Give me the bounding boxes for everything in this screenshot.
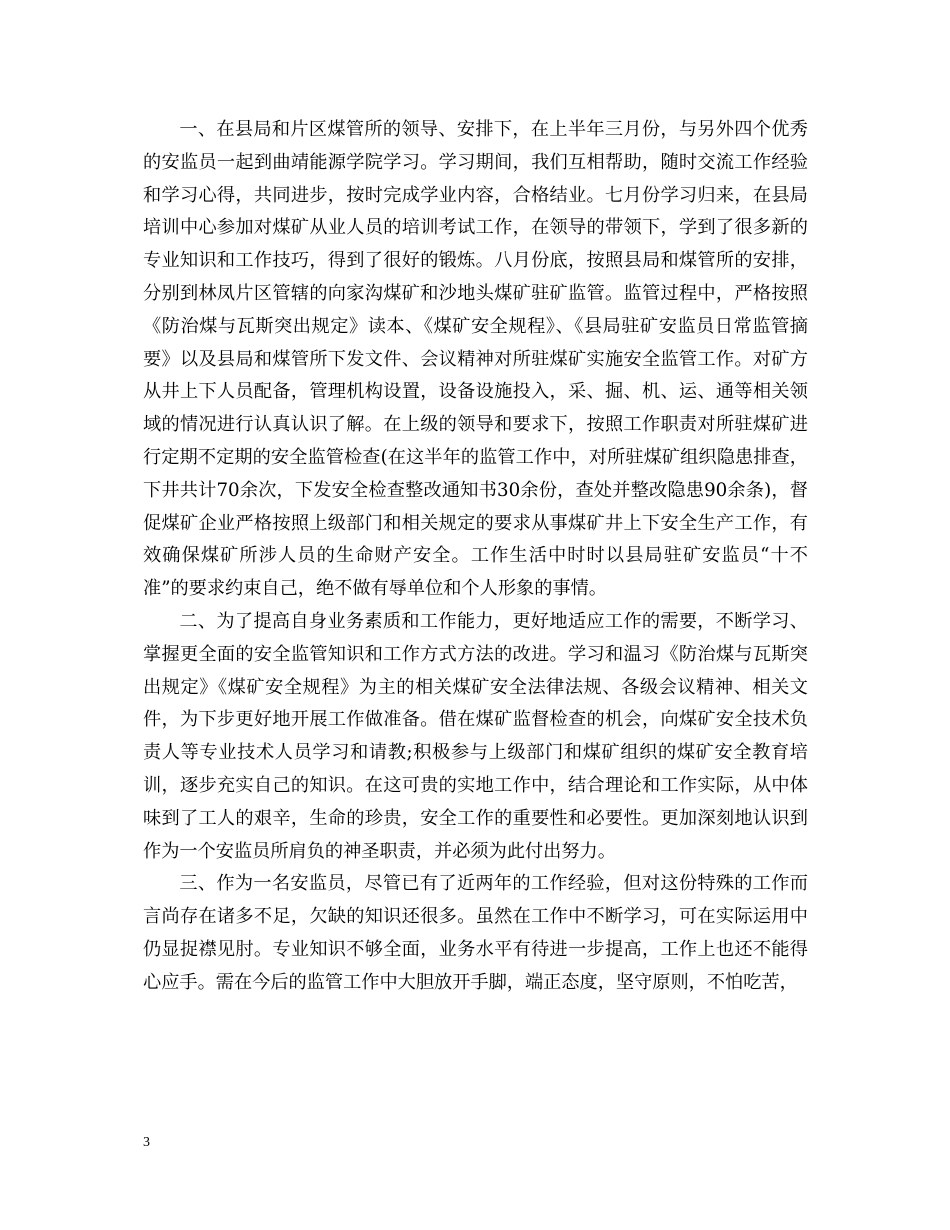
document-body [143,114,808,1000]
page-number: 3 [143,1135,150,1150]
paragraph-2: 二、为了提高自身业务素质和工作能力，更好地适应工作的需要，不断学习、掌握更全面的安全监管知识和工作方式方法的改进。学习和温习《防治煤与瓦斯突出规定》《煤矿安全规程》为主的相关煤矿安全法律法规、各级会议精神、相关文件，为下步更好地开展工作做准备。借在煤矿监督检查的机会，向煤矿安全技术负责人等专业技术人员学习和请教;积极参与上级部门和煤矿组织的煤矿安全教育培训，逐步充实自己的知识。在这可贵的实地工作中，结合理论和工作实际，从中体味到了工人的艰辛，生命的珍贵，安全工作的重要性和必要性。更加深刻地认识到作为一个安监员所肩负的神圣职责，并必须为此付出努力。 [143,610,808,862]
paragraph-3: 三、作为一名安监员，尽管已有了近两年的工作经验，但对这份特殊的工作而言尚存在诸多不足，欠缺的知识还很多。虽然在工作中不断学习，可在实际运用中仍显捉襟见肘。专业知识不够全面，业务水平有待进一步提高，工作上也还不能得心应手。需在今后的监管工作中大胆放开手脚，端正态度，坚守原则，不怕吃苦， [143,873,808,993]
paragraph-1: 一、在县局和片区煤管所的领导、安排下，在上半年三月份，与另外四个优秀的安监员一起到曲靖能源学院学习。学习期间，我们互相帮助，随时交流工作经验和学习心得，共同进步，按时完成学业内容，合格结业。七月份学习归来，在县局培训中心参加对煤矿从业人员的培训考试工作，在领导的带领下，学到了很多新的专业知识和工作技巧，得到了很好的锻炼。八月份底，按照县局和煤管所的安排，分别到林凤片区管辖的向家沟煤矿和沙地头煤矿驻矿监管。监管过程中，严格按照《防治煤与瓦斯突出规定》读本、《煤矿安全规程》、《县局驻矿安监员日常监管摘要》以及县局和煤管所下发文件、会议精神对所驻煤矿实施安全监管工作。对矿方从井上下人员配备，管理机构设置，设备设施投入，采、掘、机、运、通等相关领域的情况进行认真认识了解。在上级的领导和要求下，按照工作职责对所驻煤矿进行定期不定期的安全监管检查(在这半年的监管工作中，对所驻煤矿组织隐患排查，下井共计70余次，下发安全检查整改通知书30余份，查处并整改隐患90余条)，督促煤矿企业严格按照上级部门和相关规定的要求从事煤矿井上下安全生产工作，有效确保煤矿所涉人员的生命财产安全。工作生活中时时以县局驻矿安监员“十不准”的要求约束自己，绝不做有辱单位和个人形象的事情。 [143,119,808,600]
